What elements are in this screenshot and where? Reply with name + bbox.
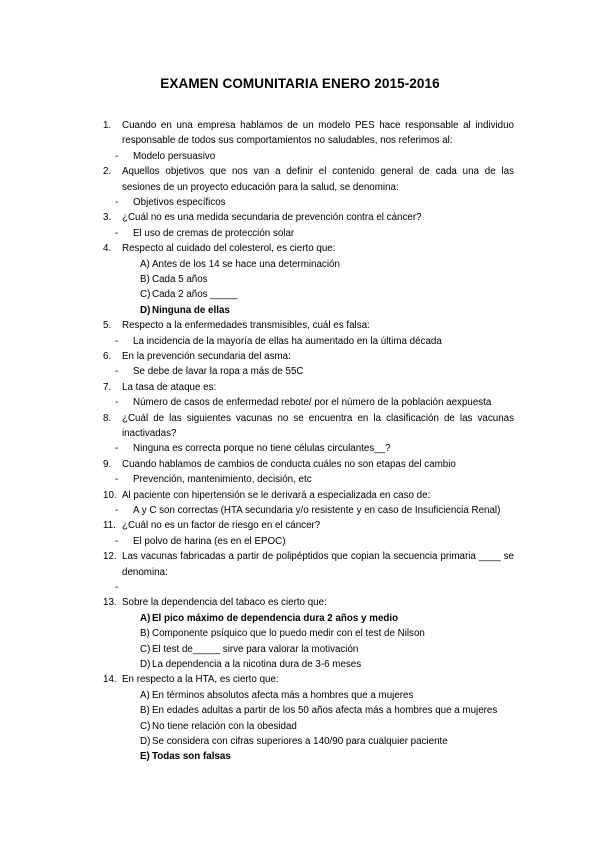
question-text: Respecto al cuidado del colesterol, es cierto que: bbox=[122, 243, 336, 255]
question-number: 12. bbox=[103, 551, 117, 563]
answer-bullet: - bbox=[115, 197, 119, 208]
answer-text: Modelo persuasivo bbox=[133, 150, 216, 162]
answer-bullet: - bbox=[115, 366, 119, 378]
option-label: C) bbox=[140, 289, 151, 301]
answer-bullet: - bbox=[115, 443, 119, 455]
option-text: Cada 5 años bbox=[152, 274, 208, 285]
question-text: En la prevención secundaria del asma: bbox=[122, 351, 291, 362]
question-number: 8. bbox=[103, 412, 112, 424]
option-label: C) bbox=[140, 720, 151, 732]
question-text: La tasa de ataque es: bbox=[122, 381, 217, 393]
question-text: Las vacunas fabricadas a partir de polipéptidos que copian la secuencia primaria ____ se bbox=[122, 551, 514, 563]
option-text: Todas son falsas bbox=[152, 751, 231, 763]
question-text: ¿Cuál de las siguientes vacunas no se encuentra en la clasificación de las vacunas bbox=[122, 412, 514, 424]
question-number: 10. bbox=[103, 489, 117, 501]
answer-text: Número de casos de enfermedad rebote/ por el número de la población aexpuesta bbox=[133, 397, 492, 409]
option-label: D) bbox=[140, 736, 151, 747]
question-text: sesiones de un proyecto educación para la salud, se denomina: bbox=[122, 181, 399, 193]
question-number: 6. bbox=[103, 351, 112, 362]
question-number: 2. bbox=[103, 166, 112, 178]
question-number: 14. bbox=[103, 674, 117, 686]
page-title: EXAMEN COMUNITARIA ENERO 2015-2016 bbox=[160, 76, 440, 91]
question-number: 5. bbox=[103, 320, 112, 332]
answer-bullet: - bbox=[115, 535, 119, 547]
answer-bullet: - bbox=[115, 474, 119, 486]
option-text: En edades adultas a partir de los 50 años afecta más a hombres que a mujeres bbox=[152, 705, 498, 717]
option-label: A) bbox=[140, 689, 150, 701]
answer-text: Prevención, mantenimiento, decisión, etc bbox=[133, 474, 312, 486]
answer-bullet: - bbox=[115, 505, 119, 516]
option-text: Se considera con cifras superiores a 140/90 para cualquier paciente bbox=[152, 736, 448, 747]
question-number: 3. bbox=[103, 212, 112, 224]
option-label: E) bbox=[140, 751, 150, 763]
question-number: 11. bbox=[103, 520, 116, 532]
question-number: 9. bbox=[103, 458, 112, 470]
question-text: Cuando en una empresa hablamos de un modelo PES hace responsable al individuo bbox=[122, 120, 514, 131]
answer-bullet: - bbox=[115, 335, 119, 347]
option-label: B) bbox=[140, 705, 150, 717]
question-text: Respecto a la enfermedades transmisibles, cuál es falsa: bbox=[122, 320, 370, 332]
answer-bullet: - bbox=[115, 397, 119, 409]
question-text: ¿Cuál no es un factor de riesgo en el cáncer? bbox=[122, 520, 321, 532]
question-text: Al paciente con hipertensión se le derivará a especializada en caso de: bbox=[122, 489, 431, 501]
question-text: ¿Cuál no es una medida secundaria de prevención contra el cáncer? bbox=[122, 212, 422, 224]
question-text: Sobre la dependencia del tabaco es cierto que: bbox=[122, 597, 327, 609]
question-text: Aquellos objetivos que nos van a definir el contenido general de cada una de las bbox=[122, 166, 514, 178]
question-number: 13. bbox=[103, 597, 117, 609]
option-label: C) bbox=[140, 643, 151, 655]
option-text: Ninguna de ellas bbox=[152, 304, 230, 316]
option-text: En términos absolutos afecta más a hombres que a mujeres bbox=[152, 689, 414, 701]
option-label: A) bbox=[140, 612, 151, 624]
option-text: El pico máximo de dependencia dura 2 años y medio bbox=[152, 612, 399, 624]
option-text: No tiene relación con la obesidad bbox=[152, 720, 297, 732]
question-number: 4. bbox=[103, 243, 112, 255]
answer-bullet: - bbox=[115, 582, 119, 593]
option-text: Componente psíquico que lo puedo medir con el test de Nilson bbox=[152, 628, 425, 640]
question-number: 7. bbox=[103, 381, 112, 393]
option-label: B) bbox=[140, 274, 150, 285]
question-text: denomina: bbox=[122, 566, 168, 578]
option-text: El test de_____ sirve para valorar la motivación bbox=[152, 643, 359, 655]
question-text: responsable de todos sus comportamientos no saludables, nos referimos al: bbox=[122, 135, 453, 147]
question-text: Cuando hablamos de cambios de conducta cuáles no son etapas del cambio bbox=[122, 458, 456, 470]
answer-text: El uso de cremas de protección solar bbox=[133, 227, 295, 239]
question-text: inactivadas? bbox=[122, 428, 177, 439]
option-label: A) bbox=[140, 258, 150, 270]
answer-text: A y C son correctas (HTA secundaria y/o resistente y en caso de Insuficiencia Renal) bbox=[133, 505, 501, 516]
answer-text: Ninguna es correcta porque no tiene células circulantes__? bbox=[133, 443, 391, 455]
option-text: La dependencia a la nicotina dura de 3-6 meses bbox=[152, 659, 362, 670]
option-text: Antes de los 14 se hace una determinación bbox=[152, 258, 340, 270]
question-number: 1. bbox=[103, 120, 112, 131]
option-label: D) bbox=[140, 659, 151, 670]
answer-text: El polvo de harina (es en el EPOC) bbox=[133, 535, 286, 547]
answer-bullet: - bbox=[115, 227, 119, 239]
answer-bullet: - bbox=[115, 150, 119, 162]
answer-text: Objetivos específicos bbox=[133, 197, 226, 208]
answer-text: Se debe de lavar la ropa a más de 55C bbox=[133, 366, 304, 378]
option-label: B) bbox=[140, 628, 150, 640]
option-text: Cada 2 años _____ bbox=[152, 289, 238, 301]
question-text: En respecto a la HTA, es cierto que: bbox=[122, 674, 279, 686]
option-label: D) bbox=[140, 304, 151, 316]
answer-text: La incidencia de la mayoría de ellas ha aumentado en la última década bbox=[133, 335, 442, 347]
